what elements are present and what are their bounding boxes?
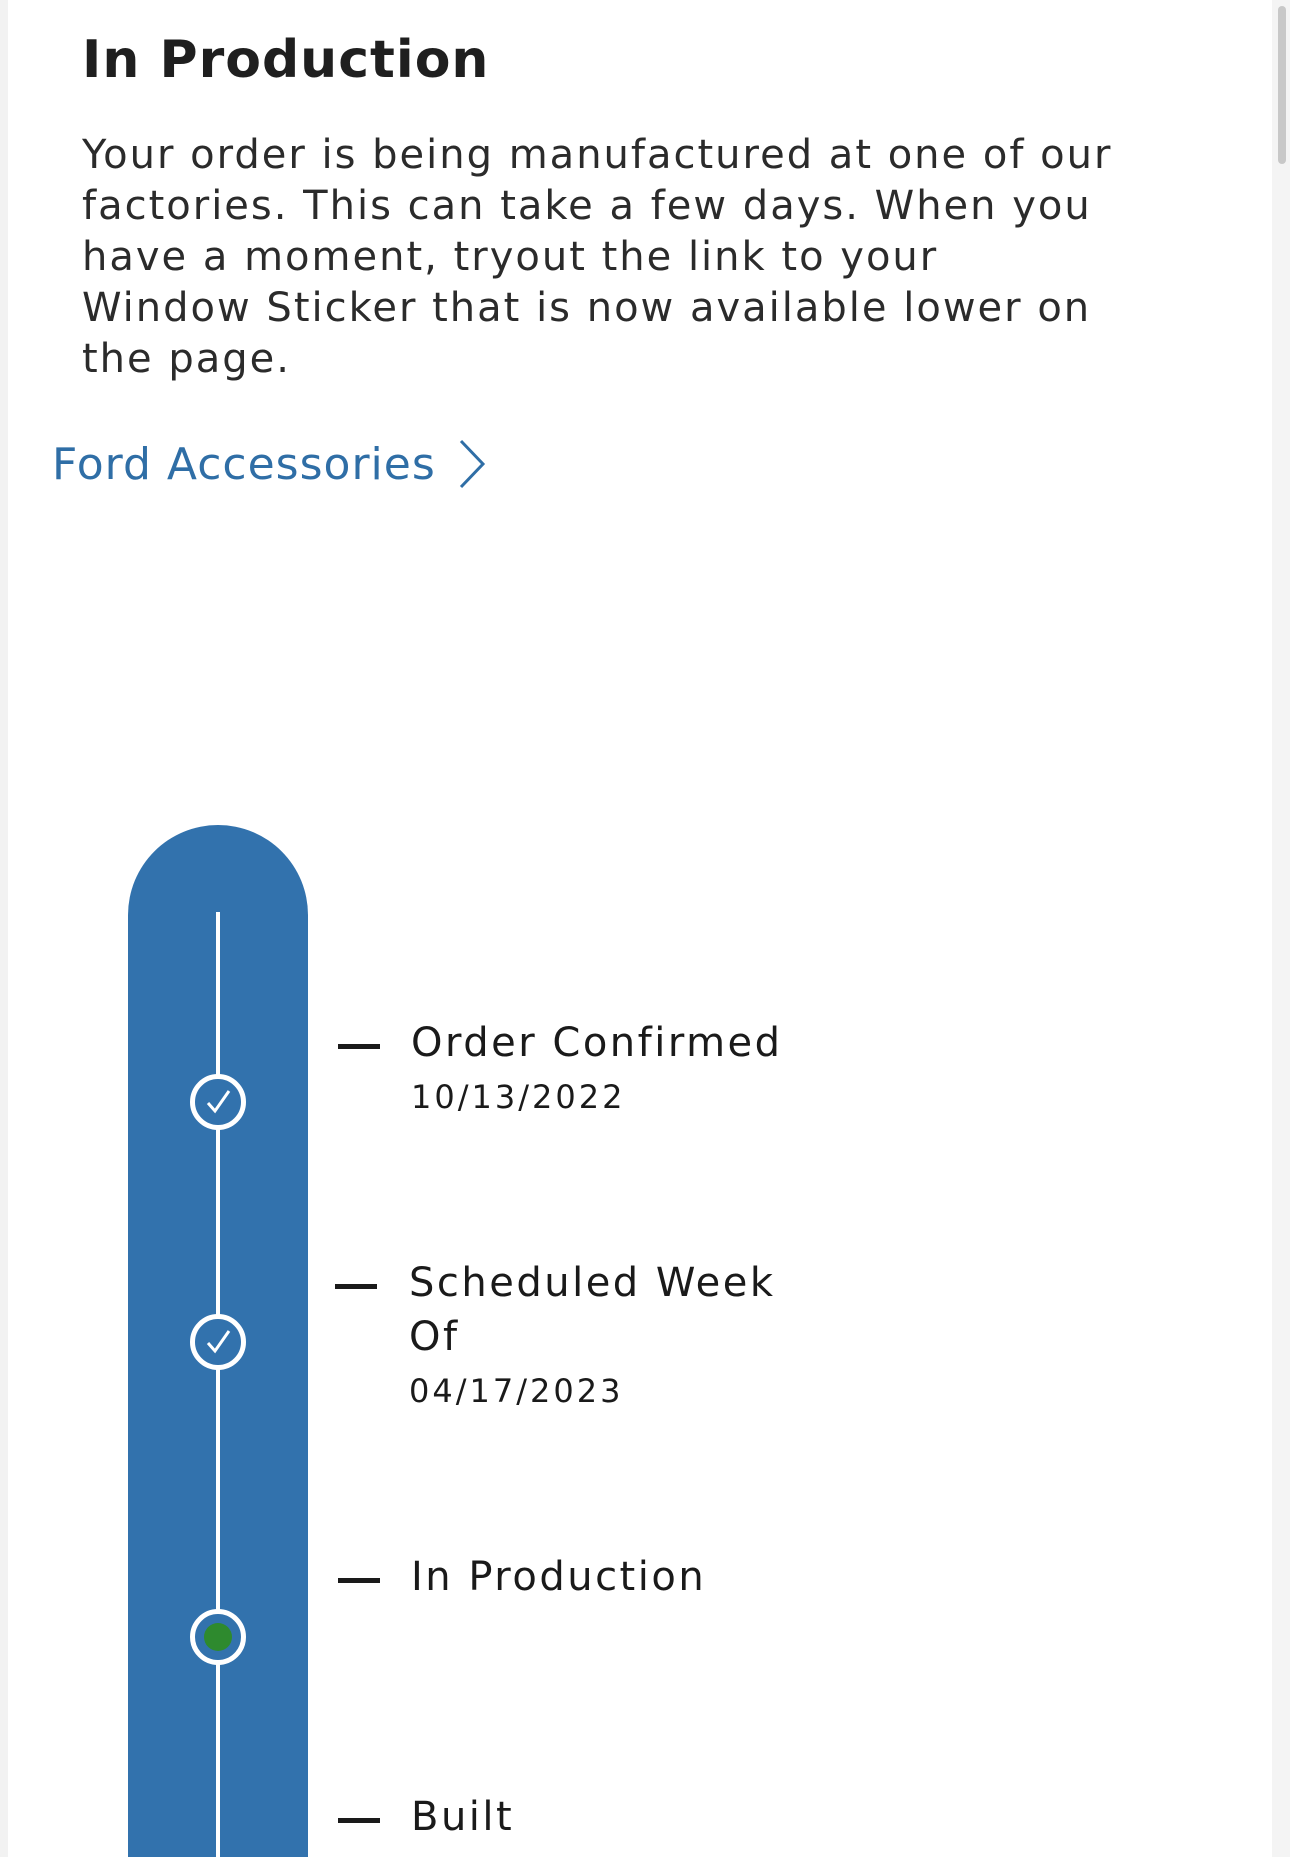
current-step-dot: [204, 1623, 232, 1651]
step-label-scheduled-week: Scheduled Week Of: [409, 1260, 776, 1360]
check-circle-icon: [190, 1074, 246, 1130]
chevron-right-icon: [458, 438, 486, 490]
ford-accessories-link[interactable]: [52, 438, 486, 490]
ford-accessories-label: Ford Accessories: [52, 438, 436, 490]
step-date-scheduled-week: 04/17/2023: [409, 1372, 624, 1410]
scrollbar-thumb[interactable]: [1278, 6, 1286, 164]
scrollbar[interactable]: [1272, 0, 1290, 1857]
step-label-built: Built: [411, 1794, 515, 1840]
step-label-in-production: In Production: [411, 1554, 707, 1600]
left-edge: [0, 0, 8, 1857]
status-title: In Production: [82, 30, 490, 90]
step-label-order-confirmed: Order Confirmed: [411, 1020, 783, 1066]
timeline-line: [216, 912, 220, 1857]
status-description: Your order is being manufactured at one of our factories. This can take a few days. When you have a moment, tryout the link to your Window Sticker that is now available lower on the page.: [82, 132, 1113, 382]
step-dash: [338, 1578, 380, 1583]
check-circle-icon: [190, 1314, 246, 1370]
step-date-order-confirmed: 10/13/2022: [411, 1078, 626, 1116]
step-dash: [338, 1044, 380, 1049]
step-dash: [335, 1284, 377, 1289]
current-step-indicator: [190, 1609, 246, 1665]
step-dash: [338, 1818, 380, 1823]
